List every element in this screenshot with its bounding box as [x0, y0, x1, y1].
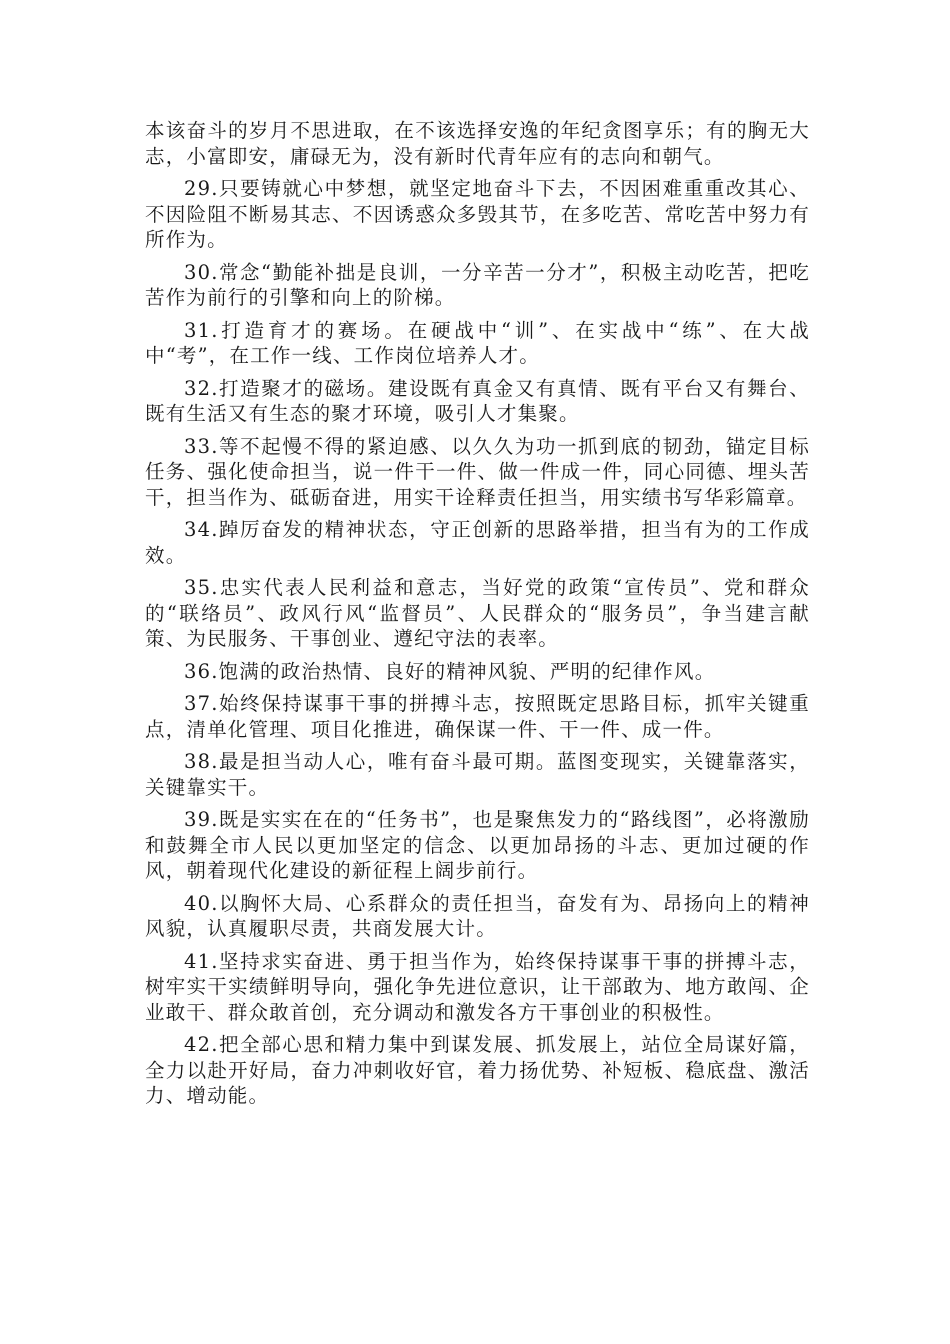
paragraph-37: 37.始终保持谋事干事的拼搏斗志，按照既定思路目标，抓牢关键重点，清单化管理、项目化推进，确保谋一件、干一件、成一件。 [145, 692, 810, 741]
paragraph-35: 35.忠实代表人民利益和意志，当好党的政策“宣传员”、党和群众的“联络员”、政风行风“监督员”、人民群众的“服务员”，争当建言献策、为民服务、干事创业、遵纪守法的表率。 [145, 576, 810, 650]
paragraph-30: 30.常念“勤能补拙是良训，一分辛苦一分才”，积极主动吃苦，把吃苦作为前行的引擎和向上的阶梯。 [145, 260, 810, 309]
document-body [145, 118, 810, 1116]
paragraph-33: 33.等不起慢不得的紧迫感、以久久为功一抓到底的韧劲，锚定目标任务、强化使命担当，说一件干一件、做一件成一件，同心同德、埋头苦干，担当作为、砥砺奋进，用实干诠释责任担当，用实绩书写华彩篇章。 [145, 434, 810, 509]
paragraph-29: 29.只要铸就心中梦想，就坚定地奋斗下去，不因困难重重改其心、不因险阻不断易其志、不因诱惑众多毁其节，在多吃苦、常吃苦中努力有所作为。 [145, 177, 810, 251]
paragraph-36: 36.饱满的政治热情、良好的精神风貌、严明的纪律作风。 [184, 659, 716, 683]
paragraph-31: 31.打造育才的赛场。在硬战中“训”、在实战中“练”、在大战中“考”，在工作一线、工作岗位培养人才。 [145, 318, 810, 367]
paragraph-39: 39.既是实实在在的“任务书”，也是聚焦发力的“路线图”，必将激励和鼓舞全市人民以更加坚定的信念、以更加昂扬的斗志、更加过硬的作风，朝着现代化建设的新征程上阔步前行。 [145, 808, 810, 882]
paragraph-continuation: 本该奋斗的岁月不思进取，在不该选择安逸的年纪贪图享乐；有的胸无大志，小富即安，庸碌无为，没有新时代青年应有的志向和朝气。 [145, 119, 810, 168]
paragraph-41: 41.坚持求实奋进、勇于担当作为，始终保持谋事干事的拼搏斗志，树牢实干实绩鲜明导向，强化争先进位意识，让干部敢为、地方敢闯、企业敢干、群众敢首创，充分调动和激发各方干事创业的积极性。 [145, 949, 810, 1024]
paragraph-32: 32.打造聚才的磁场。建设既有真金又有真情、既有平台又有舞台、既有生活又有生态的聚才环境，吸引人才集聚。 [145, 376, 810, 425]
paragraph-40: 40.以胸怀大局、心系群众的责任担当，奋发有为、昂扬向上的精神风貌，认真履职尽责，共商发展大计。 [145, 891, 810, 940]
paragraph-42: 42.把全部心思和精力集中到谋发展、抓发展上，站位全局谋好篇，全力以赴开好局，奋力冲刺收好官，着力扬优势、补短板、稳底盘、激活力、增动能。 [145, 1033, 810, 1107]
paragraph-34: 34.踔厉奋发的精神状态，守正创新的思路举措，担当有为的工作成效。 [145, 518, 810, 567]
paragraph-38: 38.最是担当动人心，唯有奋斗最可期。蓝图变现实，关键靠落实，关键靠实干。 [145, 750, 810, 799]
